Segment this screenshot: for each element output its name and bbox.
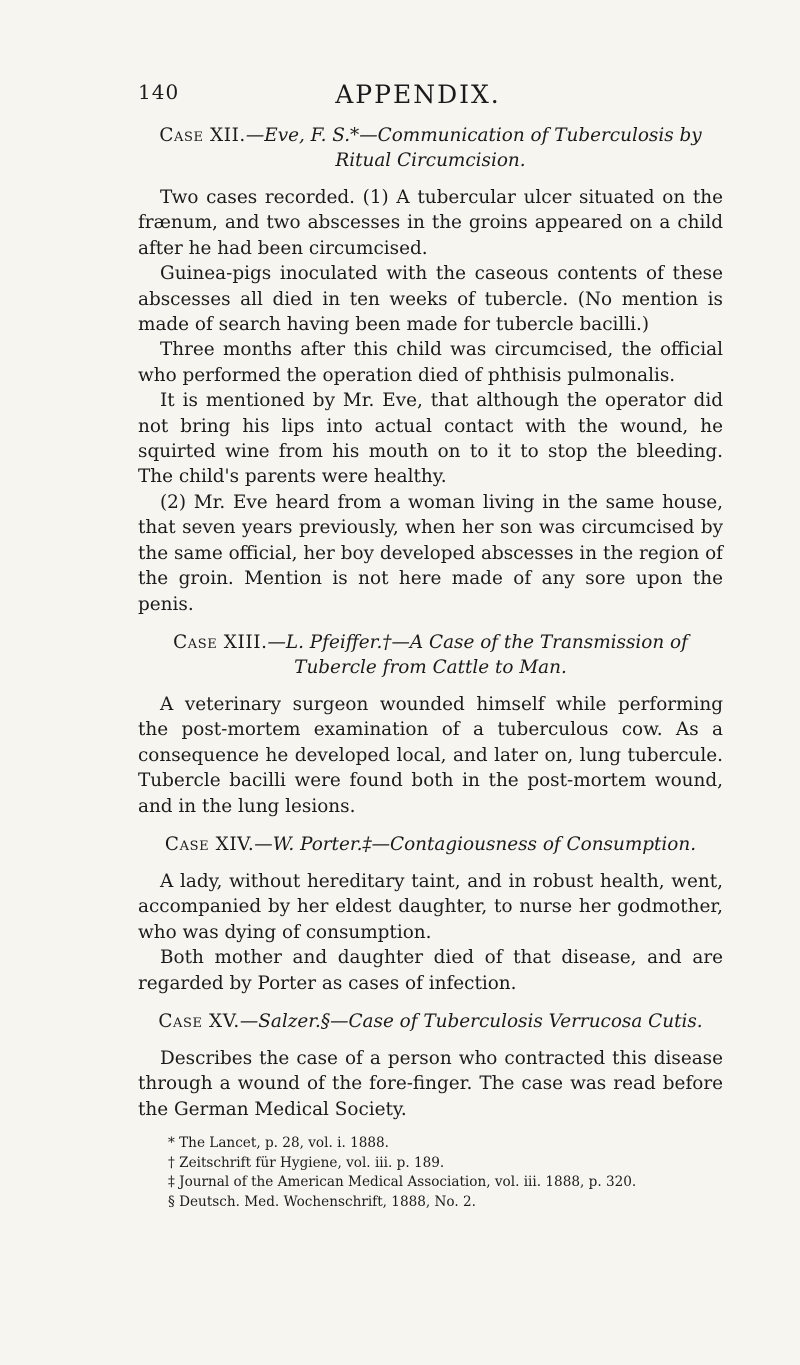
paragraph: Guinea-pigs inoculated with the caseous contents of these abscesses all died in ten weeks of tubercle. (No mention is made of search having been made for tubercle bacilli.) [138, 263, 723, 336]
paragraph: Describes the case of a person who contracted this disease through a wound of the fore-finger. The case was read before the German Medical Society. [138, 1047, 723, 1120]
case-heading [138, 123, 723, 173]
page-number: 140 [138, 80, 180, 104]
paragraph: Three months after this child was circumcised, the official who performed the operation died of phthisis pulmonalis. [138, 339, 723, 386]
case-title: —L. Pfeiffer.†—A Case of the Transmission of Tubercle from Cattle to Man. [267, 631, 688, 678]
case-title: —W. Porter.‡—Contagiousness of Consumption. [254, 833, 697, 855]
page-header [138, 80, 698, 114]
case-title: —Salzer.§—Case of Tuberculosis Verrucosa Cutis. [239, 1010, 703, 1032]
case-heading [138, 1009, 723, 1034]
footnote: ‡ Journal of the American Medical Association, vol. iii. 1888, p. 320. [168, 1174, 637, 1191]
footnote: § Deutsch. Med. Wochenschrift, 1888, No. 2. [168, 1193, 476, 1210]
footnote: * The Lancet, p. 28, vol. i. 1888. [168, 1135, 389, 1152]
case-title: —Eve, F. S.*—Communication of Tuberculosis by Ritual Circumcision. [245, 125, 702, 171]
case-label: Case XV. [158, 1010, 240, 1032]
case-heading [138, 832, 723, 857]
footnotes [138, 1134, 723, 1212]
paragraph: A lady, without hereditary taint, and in robust health, went, accompanied by her eldest daughter, to nurse her godmother, who was dying of consumption. [138, 870, 723, 943]
footnote: † Zeitschrift für Hygiene, vol. iii. p. 189. [168, 1154, 445, 1171]
paragraph: A veterinary surgeon wounded himself while performing the post-mortem examination of a tuberculous cow. As a consequence he developed local, and later on, lung tubercule. Tubercle bacilli were found both in the post-mortem wound, and in the lung lesions. [138, 693, 723, 817]
paragraph: Two cases recorded. (1) A tubercular ulcer situated on the frænum, and two abscesses in the groins appeared on a child after he had been circumcised. [138, 187, 723, 259]
page-body [138, 123, 723, 1212]
running-head: APPENDIX. [335, 80, 501, 109]
case-heading [138, 630, 723, 680]
paragraph: Both mother and daughter died of that disease, and are regarded by Porter as cases of infection. [138, 947, 723, 994]
paragraph: (2) Mr. Eve heard from a woman living in the same house, that seven years previously, when her son was circumcised by the same official, her boy developed abscesses in the region of the groin. Mention is not here made of any sore upon the penis. [138, 491, 723, 615]
case-label: Case XII. [159, 125, 246, 146]
paragraph: It is mentioned by Mr. Eve, that although the operator did not bring his lips into actual contact with the wound, he squirted wine from his mouth on to it to stop the bleeding. The child's parents were healthy. [138, 390, 723, 488]
case-label: Case XIV. [164, 833, 255, 855]
case-label: Case XIII. [173, 631, 268, 653]
